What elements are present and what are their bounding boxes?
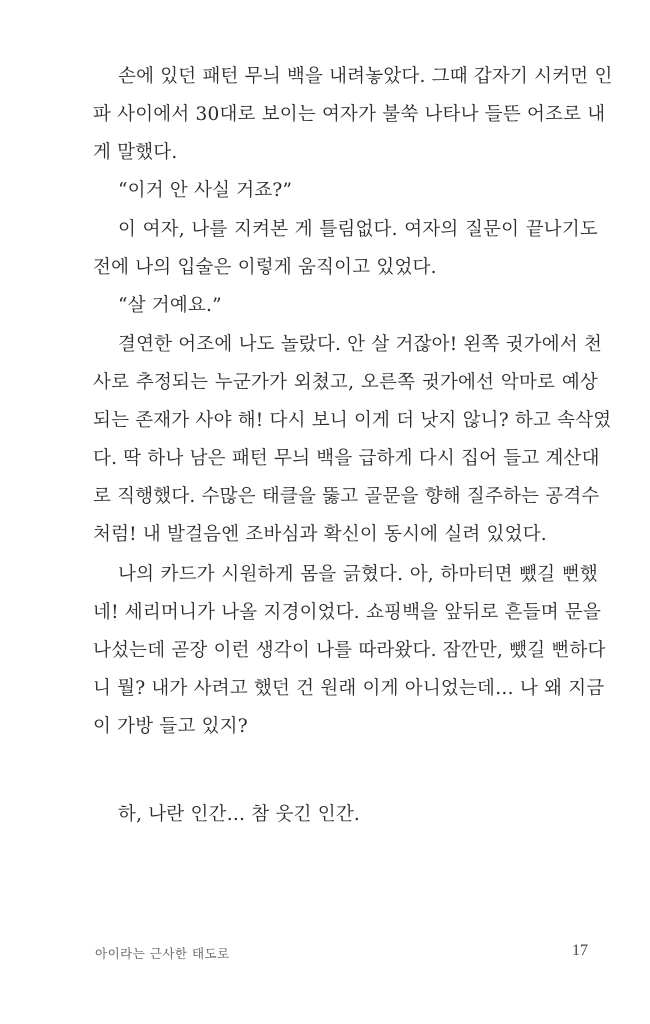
paragraph-line: 처럼! 내 발걸음엔 조바심과 확신이 동시에 실려 있었다. bbox=[93, 524, 547, 545]
page-number: 17 bbox=[572, 942, 588, 959]
paragraph-line: 전에 나의 입술은 이렇게 움직이고 있었다. bbox=[93, 257, 437, 278]
paragraph-line-first: 나의 카드가 시원하게 몸을 긁혔다. 아, 하마터면 뺐길 뻔했 bbox=[118, 564, 598, 585]
paragraph-line-first: “살 거예요.” bbox=[118, 295, 222, 316]
paragraph-line: 네! 세리머니가 나올 지경이었다. 쇼핑백을 앞뒤로 흔들며 문을 bbox=[93, 602, 602, 623]
paragraph-line: 로 직행했다. 수많은 태클을 뚫고 골문을 향해 질주하는 공격수 bbox=[93, 486, 600, 507]
paragraph-line: 다. 딱 하나 남은 패턴 무늬 백을 급하게 다시 집어 들고 계산대 bbox=[93, 448, 600, 469]
paragraph-line-first: 결연한 어조에 나도 놀랐다. 안 살 거잖아! 왼쪽 귓가에서 천 bbox=[118, 334, 603, 355]
paragraph-line: 이 가방 들고 있지? bbox=[93, 716, 248, 737]
paragraph-line: 되는 존재가 사야 해! 다시 보니 이게 더 낫지 않니? 하고 속삭였 bbox=[93, 410, 612, 431]
paragraph-line: 파 사이에서 30대로 보이는 여자가 불쑥 나타나 들뜬 어조로 내 bbox=[93, 104, 606, 125]
paragraph-line-first: 손에 있던 패턴 무늬 백을 내려놓았다. 그때 갑자기 시커먼 인 bbox=[118, 66, 613, 87]
paragraph-line: 나섰는데 곧장 이런 생각이 나를 따라왔다. 잠깐만, 뺐길 뻔하다 bbox=[93, 640, 606, 661]
paragraph-line: 사로 추정되는 누군가가 외쳤고, 오른쪽 귓가에선 악마로 예상 bbox=[93, 372, 598, 393]
paragraph-line-first: 하, 나란 인간… 참 웃긴 인간. bbox=[118, 804, 360, 825]
paragraph-line-first: 이 여자, 나를 지켜본 게 틀림없다. 여자의 질문이 끝나기도 bbox=[118, 219, 598, 240]
paragraph-line: 게 말했다. bbox=[93, 142, 178, 163]
paragraph-line-first: “이거 안 사실 거죠?” bbox=[118, 180, 293, 201]
paragraph-line: 니 뭘? 내가 사려고 했던 건 원래 이게 아니었는데… 나 왜 지금 bbox=[93, 678, 605, 699]
running-footer-title: 아이라는 근사한 태도로 bbox=[95, 946, 230, 961]
